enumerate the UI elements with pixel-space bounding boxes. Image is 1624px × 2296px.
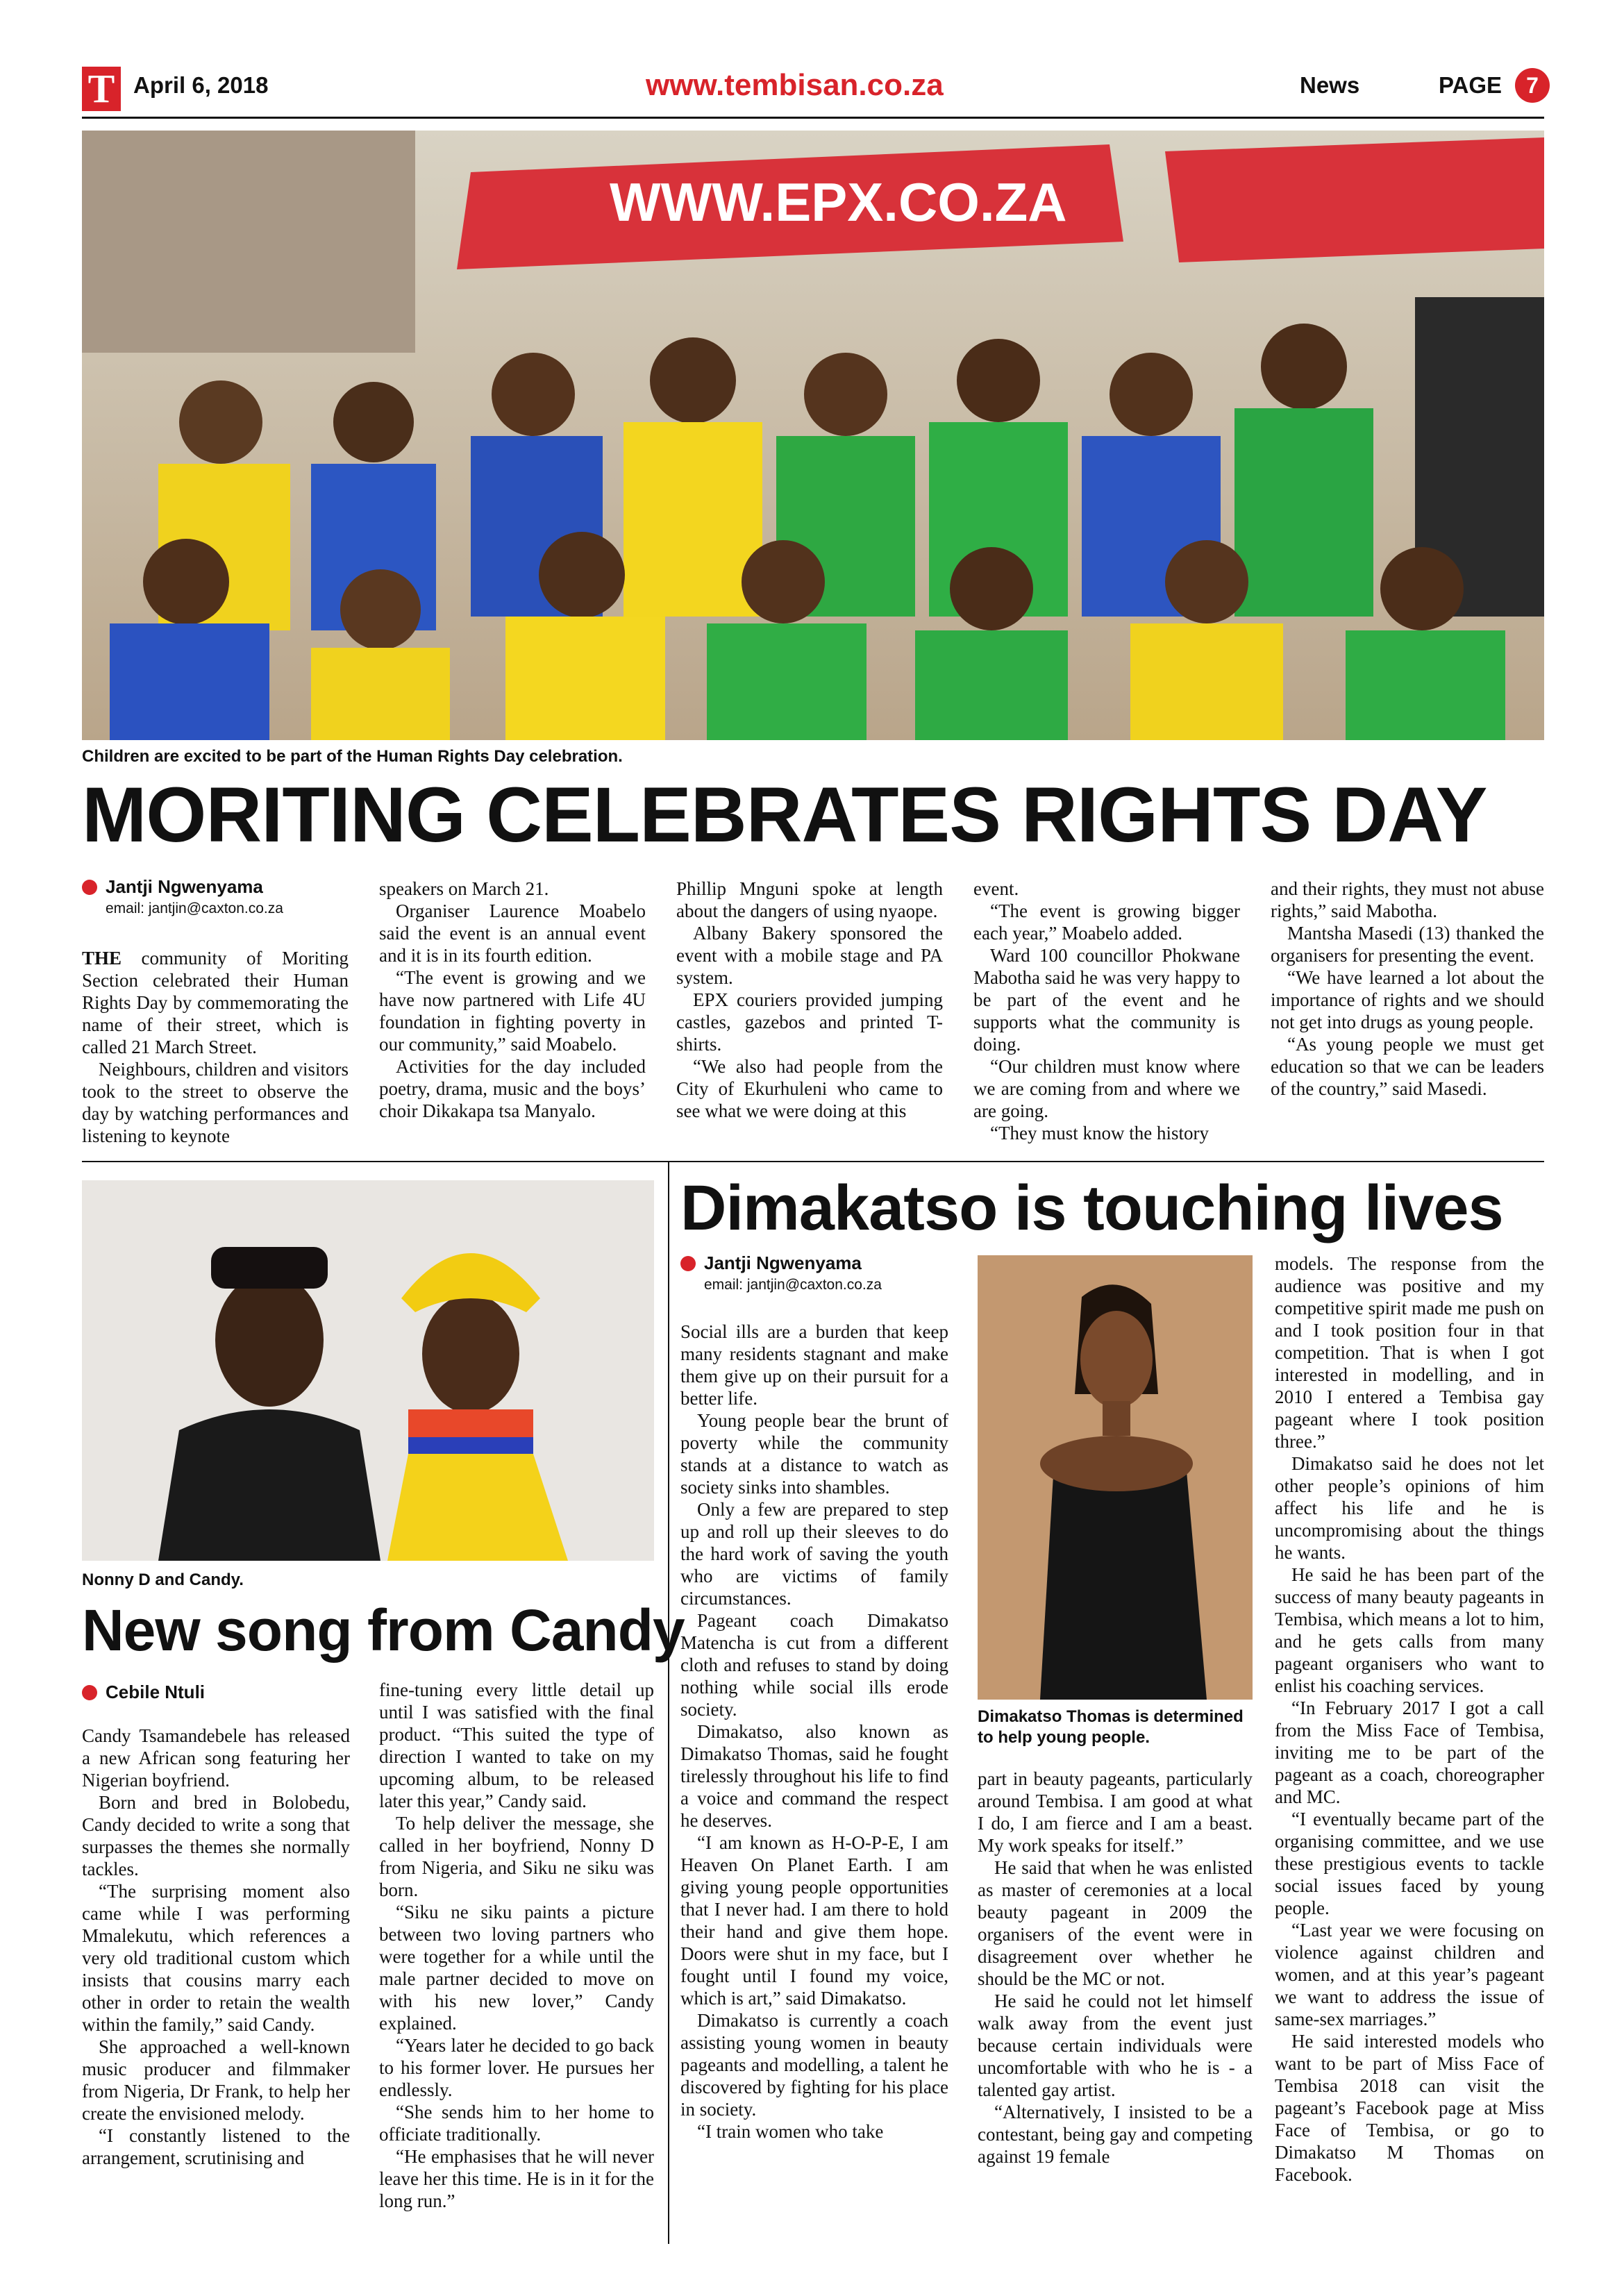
page-label: PAGE	[1439, 72, 1502, 98]
paragraph: “As young people we must get education so that we can be leaders of the country,” said Masedi.	[1271, 1034, 1544, 1099]
story3-column-2	[978, 1768, 1253, 2238]
dimakatso-thomas-photo	[978, 1255, 1253, 1700]
story2-column-2	[379, 1679, 654, 2238]
paragraph: and their rights, they must not abuse rights,” said Mabotha.	[1271, 878, 1544, 921]
byline-bullet-icon	[82, 880, 97, 895]
paragraph: Phillip Mnguni spoke at length about the dangers of using nyaope.	[676, 878, 943, 921]
story1-column-5	[1271, 878, 1544, 1155]
story2-byline	[82, 1682, 205, 1703]
paragraph: Activities for the day included poetry, drama, music and the boys’ choir Dikakapa tsa Manyalo.	[379, 1056, 646, 1121]
story3-byline	[680, 1252, 882, 1293]
paragraph: Dimakatso is currently a coach assisting young women in beauty pageants and modelling, a talent he discovered by fighting for his place in society.	[680, 2010, 948, 2120]
issue-date: April 6, 2018	[133, 72, 269, 98]
column-divider	[668, 1161, 669, 2244]
paragraph: Mantsha Masedi (13) thanked the organisers for presenting the event.	[1271, 923, 1544, 966]
paragraph: part in beauty pageants, particularly around Tembisa. I am good at what I do, I am fierce and I am a beast. My work speaks for itself.”	[978, 1768, 1253, 1856]
paragraph: “The event is growing and we have now partnered with Life 4U foundation in fighting poverty in our community,” said Moabelo.	[379, 967, 646, 1055]
paragraph: Dimakatso said he does not let other people’s opinions of him affect his life and he is uncompromising about the things he wants.	[1275, 1453, 1544, 1563]
story1-column-2	[379, 878, 646, 1155]
byline-email[interactable]: email: jantjin@caxton.co.za	[704, 1277, 882, 1293]
story2-headline: New song from Candy	[82, 1598, 685, 1663]
story2-column-1	[82, 1725, 350, 2238]
lead-word: THE	[82, 948, 122, 969]
paragraph: “He emphasises that he will never leave her this time. He is in it for the long run.”	[379, 2146, 654, 2211]
story1-byline	[82, 876, 283, 917]
paragraph: “I train women who take	[697, 2121, 884, 2142]
byline-bullet-icon	[680, 1256, 696, 1271]
paragraph: He said interested models who want to be part of Miss Face of Tembisa 2018 can visit the pageant’s Facebook page at Miss Face of Tembisa, or go to Dimakatso M Thomas on Facebook.	[1275, 2031, 1544, 2185]
paragraph: “The event is growing bigger each year,” Moabelo added.	[973, 900, 1240, 944]
byline-email[interactable]: email: jantjin@caxton.co.za	[106, 900, 283, 916]
paragraph: He said that when he was enlisted as master of ceremonies at a local beauty pageant in 2009 the organisers of the event were in disagreement over whether he should be the MC or not.	[978, 1857, 1253, 1989]
paragraph: “They must know the history	[990, 1123, 1209, 1143]
nonny-d-and-candy-photo	[82, 1180, 654, 1561]
paragraph: “Siku ne siku paints a picture between two loving partners who were together for a while until the male partner decided to move on with his new lover,” Candy explained.	[379, 1902, 654, 2034]
banner-text: WWW.EPX.CO.ZA	[610, 171, 1067, 233]
byline-name: Jantji Ngwenyama	[106, 876, 263, 897]
byline-name: Jantji Ngwenyama	[704, 1252, 862, 1273]
story1-column-1	[82, 947, 349, 1155]
section-divider	[82, 1161, 1544, 1162]
paragraph: event.	[973, 878, 1019, 899]
paragraph: fine-tuning every little detail up until I was satisfied with the final product. “This suited the type of direction I wanted to take on my upcoming album, to be released later this year,” Candy said.	[379, 1679, 654, 1811]
paragraph: speakers on March 21.	[379, 878, 549, 899]
byline-bullet-icon	[82, 1685, 97, 1700]
paragraph: He said he could not let himself walk away from the event just because certain individuals were uncomfortable with who he is - a talented gay artist.	[978, 1991, 1253, 2100]
paragraph: To help deliver the message, she called in her boyfriend, Nonny D from Nigeria, and Siku ne siku was born.	[379, 1813, 654, 1900]
paragraph: He said he has been part of the success of many beauty pageants in Tembisa, which means a lot to him, and he gets calls from many pageant organisers who want to enlist his coaching services.	[1275, 1564, 1544, 1696]
paragraph: “I eventually became part of the organising committee, and we use these prestigious events to tackle social issues faced by young people.	[1275, 1809, 1544, 1918]
paragraph: “Our children must know where we are coming from and where we are going.	[973, 1056, 1240, 1121]
paragraph: “She sends him to her home to officiate traditionally.	[379, 2102, 654, 2145]
story3-photo-caption: Dimakatso Thomas is determined to help young people.	[978, 1707, 1244, 1747]
paragraph: Albany Bakery sponsored the event with a mobile stage and PA system.	[676, 923, 943, 988]
story2-photo-caption: Nonny D and Candy.	[82, 1570, 244, 1589]
paragraph: She approached a well-known music producer and filmmaker from Nigeria, Dr Frank, to help her create the envisioned melody.	[82, 2036, 350, 2124]
paragraph: “In February 2017 I got a call from the Miss Face of Tembisa, inviting me to be part of the pageant as a coach, choreographer and MC.	[1275, 1698, 1544, 1807]
story1-column-3	[676, 878, 943, 1155]
paragraph: models. The response from the audience was positive and my competitive spirit made me push on and I took position four in that competition. That is when I got interested in modelling, and in 2010 I entered a Tembisa gay pageant where I took position three.”	[1275, 1253, 1544, 1452]
paragraph: EPX couriers provided jumping castles, gazebos and printed T-shirts.	[676, 989, 943, 1055]
paragraph: Organiser Laurence Moabelo said the event is an annual event and it is in its fourth edition.	[379, 900, 646, 966]
top-photo-caption: Children are excited to be part of the Human Rights Day celebration.	[82, 747, 623, 766]
paragraph: Born and bred in Bolobedu, Candy decided to write a song that surpasses the themes she normally tackles.	[82, 1792, 350, 1879]
paragraph: “I constantly listened to the arrangement, scrutinising and	[82, 2125, 350, 2168]
paragraph: Ward 100 councillor Phokwane Mabotha said he was very happy to be part of the event and he supports what the community is doing.	[973, 945, 1240, 1055]
paragraph: “The surprising moment also came while I was performing Mmalekutu, which references a very old traditional custom which insists that cousins marry each other in order to retain the wealth within the family,” said Candy.	[82, 1881, 350, 2035]
paragraph: Pageant coach Dimakatso Matencha is cut from a different cloth and refuses to stand by doing nothing while social ills erode society.	[680, 1610, 948, 1720]
paragraph: “We also had people from the City of Ekurhuleni who came to see what we were doing at this	[676, 1056, 943, 1121]
paragraph: “Last year we were focusing on violence against children and women, and at this year’s pageant we want to address the issue of same-sex marriages.”	[1275, 1920, 1544, 2029]
paragraph: “We have learned a lot about the importance of rights and we should not get into drugs as young people.	[1271, 967, 1544, 1032]
newspaper-logo: T	[82, 67, 121, 111]
story1-headline: MORITING CELEBRATES RIGHTS DAY	[82, 771, 1487, 858]
paragraph: “Alternatively, I insisted to be a contestant, being gay and competing against 19 female	[978, 2102, 1253, 2167]
paragraph: Only a few are prepared to step up and roll up their sleeves to do the hard work of saving the youth who are victims of family circumstances.	[680, 1499, 948, 1609]
paragraph: Dimakatso, also known as Dimakatso Thomas, said he fought tirelessly throughout his life to find a voice and command the respect he deserves.	[680, 1721, 948, 1831]
children-celebration-photo	[82, 131, 1544, 740]
website-link[interactable]: www.tembisan.co.za	[646, 68, 944, 102]
paragraph: Young people bear the brunt of poverty while the community stands at a distance to watch as society sinks into shambles.	[680, 1410, 948, 1498]
paragraph: Candy Tsamandebele has released a new African song featuring her Nigerian boyfriend.	[82, 1725, 350, 1791]
story1-column-4	[973, 878, 1240, 1155]
story3-headline: Dimakatso is touching lives	[680, 1173, 1503, 1243]
story3-column-3	[1275, 1252, 1544, 2238]
page-number: 7	[1515, 68, 1550, 103]
paragraph: “I am known as H-O-P-E, I am Heaven On Planet Earth. I am giving young people opportunities that I never had. I am there to hold their hand and give them hope. Doors were shut in my face, but I fought until I found my voice, which is art,” said Dimakatso.	[680, 1832, 948, 2009]
byline-name: Cebile Ntuli	[106, 1682, 206, 1702]
header-rule	[82, 117, 1544, 119]
paragraph: community of Moriting Section celebrated their Human Rights Day by commemorating the name of their street, which is called 21 March Street.	[82, 948, 349, 1057]
paragraph: Social ills are a burden that keep many residents stagnant and make them give up on their pursuit for a better life.	[680, 1321, 948, 1409]
paragraph: “Years later he decided to go back to his former lover. He pursues her endlessly.	[379, 2035, 654, 2100]
story3-column-1	[680, 1321, 948, 2238]
section-name: News	[1300, 72, 1360, 98]
paragraph: Neighbours, children and visitors took to the street to observe the day by watching performances and listening to keynote	[82, 1059, 349, 1146]
